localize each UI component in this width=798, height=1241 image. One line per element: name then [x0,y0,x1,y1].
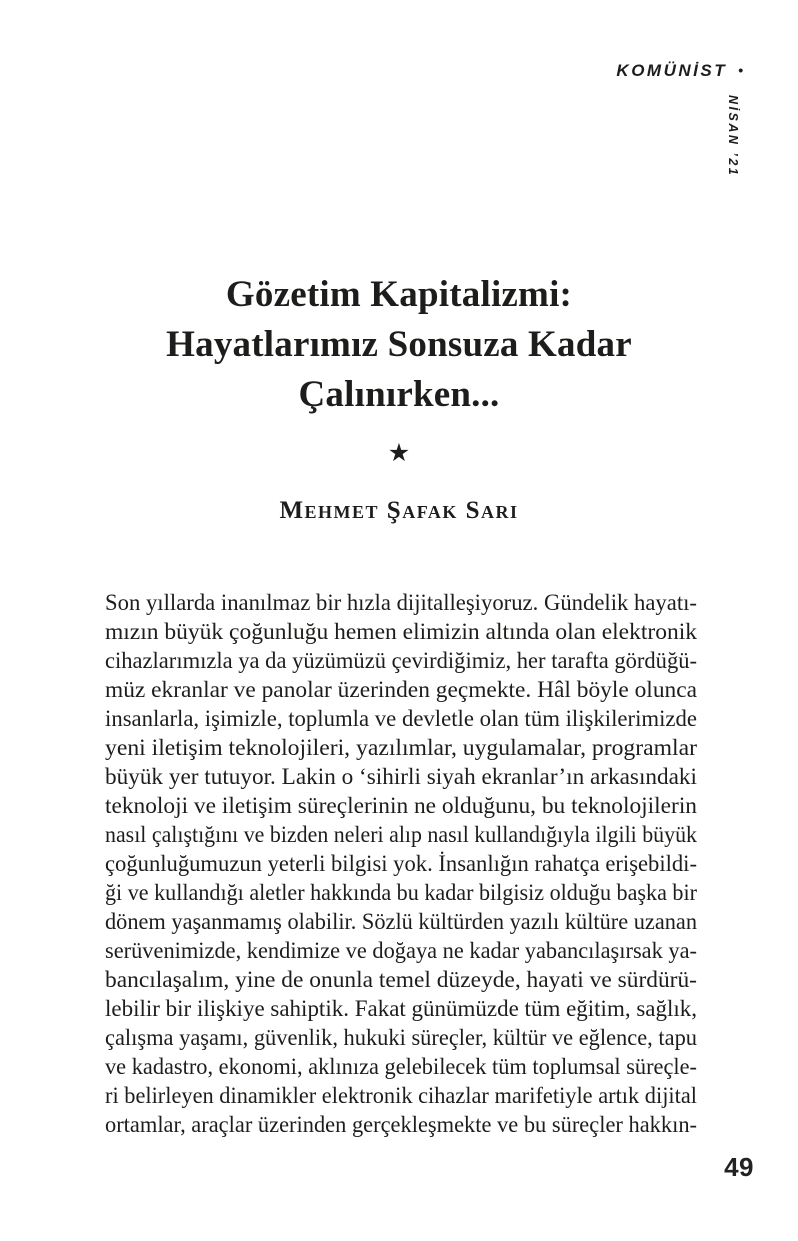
body-line: teknoloji ve iletişim süreçlerinin ne olduğunu, bu teknolojilerin [105,793,697,818]
issue-date-vertical: NİSAN ’21 [726,95,740,178]
body-line: insanlarla, işimizle, toplumla ve devletle olan tüm ilişkilerimizde [105,706,697,731]
article-title-line: Hayatlarımız Sonsuza Kadar [166,324,632,365]
body-line: nasıl çalıştığını ve bizden neleri alıp nasıl kullandığıyla ilgili büyük [105,822,697,847]
article-title-line: Çalınırken... [298,374,500,415]
magazine-title: KOMÜNİST [616,61,728,80]
body-line: ri belirleyen dinamikler elektronik cihazlar marifetiyle artık dijital [105,1083,697,1108]
article-body [105,588,697,1139]
body-line: bancılaşalım, yine de onunla temel düzeyde, hayati ve sürdürü- [105,967,697,992]
bullet-icon: • [738,62,743,78]
author-name: Mehmet Şafak Sarı [279,497,519,524]
article-title-line: Gözetim Kapitalizmi: [225,274,573,315]
page-number: 49 [724,1152,754,1182]
body-line: lebilir bir ilişkiye sahiptik. Fakat günümüzde tüm eğitim, sağlık, [105,996,697,1021]
body-line: müz ekranlar ve panolar üzerinden geçmekte. Hâl böyle olunca [105,677,697,702]
body-line: yeni iletişim teknolojileri, yazılımlar, uygulamalar, programlar [105,735,697,760]
star-icon: ★ [387,440,411,467]
article-title [103,270,695,420]
body-line: ği ve kullandığı aletler hakkında bu kadar bilgisiz olduğu başka bir [105,880,697,905]
body-line: ve kadastro, ekonomi, aklınıza gelebilecek tüm toplumsal süreçle- [105,1054,697,1079]
body-line: Son yıllarda inanılmaz bir hızla dijitalleşiyoruz. Gündelik hayatı- [105,590,697,615]
body-line: ortamlar, araçlar üzerinden gerçekleşmekte ve bu süreçler hakkın- [105,1112,697,1137]
body-line: büyük yer tutuyor. Lakin o ‘sihirli siyah ekranlar’ın arkasındaki [105,764,697,789]
body-line: serüvenimizde, kendimize ve doğaya ne kadar yabancılaşırsak ya- [105,938,697,963]
body-line: çoğunluğumuzun yeterli bilgisi yok. İnsanlığın rahatça erişebildi- [105,851,697,876]
body-line: mızın büyük çoğunluğu hemen elimizin altında olan elektronik [105,619,697,644]
body-line: çalışma yaşamı, güvenlik, hukuki süreçler, kültür ve eğlence, tapu [105,1025,697,1050]
running-head [616,61,743,81]
body-line: dönem yaşanmamış olabilir. Sözlü kültürden yazılı kültüre uzanan [105,909,697,934]
body-line: cihazlarımızla ya da yüzümüzü çevirdiğimiz, her tarafta gördüğü- [105,648,697,673]
